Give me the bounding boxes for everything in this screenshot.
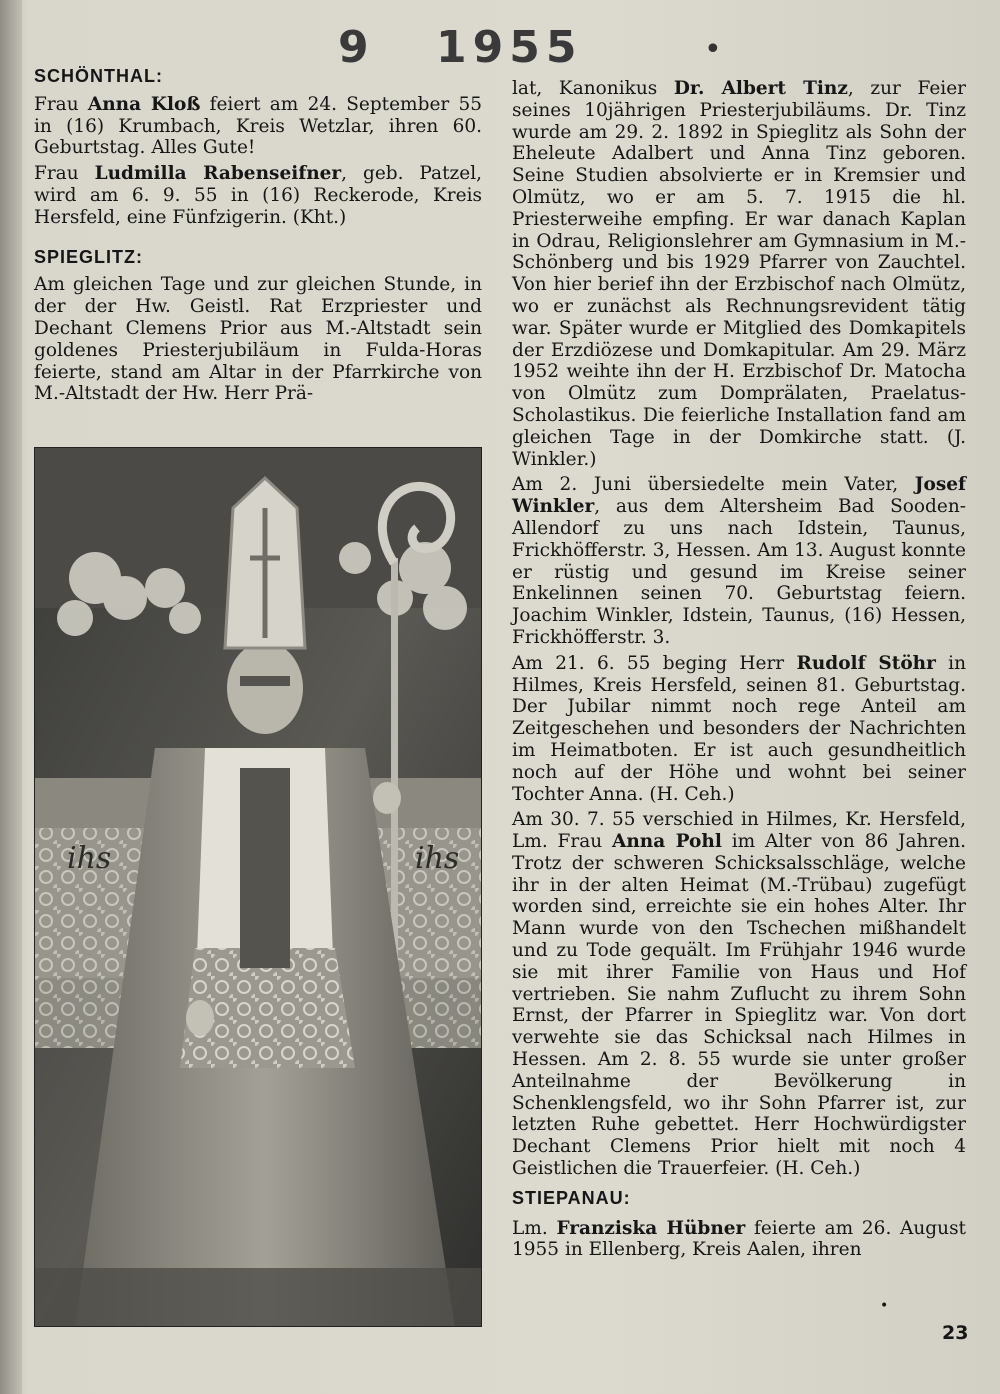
text-segment: Lm. (512, 1217, 557, 1239)
news-item-rabenseifner (34, 163, 482, 228)
section-heading-spieglitz: SPIEGLITZ: (34, 246, 143, 267)
page-binding-shadow (0, 0, 22, 1394)
altar-step (35, 1268, 482, 1327)
news-item-tinz-continued (512, 78, 966, 470)
face (227, 642, 303, 734)
right-column (512, 78, 966, 1265)
page-number: 23 (942, 1322, 969, 1344)
text-segment: im Alter von 86 Jahren. Trotz der schweren Schicksalsschläge, welche ihr in der alten Heimat (M.-Trübau) zugefügt worden sind, erreichte sie ein hohes Alter. Ihr Mann wurde von den Tschechen mißhandelt und zu Tode gequält. Im Frühjahr 1946 wurde sie mit ihrer Familie von Haus und Hof vertrieben. Sie nahm Zuflucht zu ihrem Sohn Ernst, der Pfarrer in Spieglitz war. Von dort verwehte sie das Schicksal nach Hilmes in Hessen. Am 2. 8. 55 wurde sie unter großer Anteilnahme der Bevölkerung in Schenklengsfeld, wo ihr Sohn Pfarrer ist, zur letzten Ruhe gebettet. Herr Hochwürdigster Dechant Clemens Prior hielt mit noch 4 Geistlichen die Trauerfeier. (H. Ceh.) (512, 831, 966, 1180)
section-heading-schoenthal: SCHÖNTHAL: (34, 66, 163, 86)
news-item-pohl (512, 809, 966, 1180)
text-segment: Frau (34, 93, 88, 115)
glasses (240, 676, 290, 686)
ihs-monogram-left: ihs (67, 841, 112, 876)
news-item-huebner (512, 1218, 966, 1262)
name-highlight: Ludmilla Rabenseifner (94, 163, 342, 185)
text-segment: feiert am 24. September 55 in (16) Krumbach, Kreis Wetzlar, ihren 60. Geburtstag. Alles Gute! (34, 93, 482, 159)
news-item-stoehr (512, 653, 966, 806)
small-dot: • (880, 1298, 889, 1314)
right-hand (373, 782, 401, 814)
text-segment: , aus dem Altersheim Bad Sooden-Allendorf zu uns nach Idstein, Taunus, Frickhöfferstr. 3, Hessen. Am 13. August konnte er rüstig und gesund im Kreise seiner Enkelinnen seinen 70. Geburtstag feiern. Joachim Winkler, Idstein, Taunus, (16) Hessen, Frickhöfferstr. 3. (512, 496, 966, 648)
text-segment: Am gleichen Tage und zur gleichen Stunde, in der der Hw. Geistl. Rat Erzpriester und Dechant Clemens Prior aus M.-Altstadt sein goldenes Priesterjubiläum in Fulda-Horas feierte, stand am Altar in der Pfarrkirche von M.-Altstadt der Hw. Herr Prä- (34, 274, 482, 405)
text-segment: Am 21. 6. 55 beging Herr (512, 652, 797, 674)
name-highlight: Anna Kloß (87, 93, 201, 115)
section-heading-stiepanau: STIEPANAU: (512, 1187, 631, 1208)
left-column (34, 66, 482, 409)
text-segment: feierte am 26. August 1955 in Ellenberg, Kreis Aalen, ihren (512, 1217, 966, 1261)
name-highlight: Anna Pohl (612, 831, 722, 853)
cassock-front (240, 768, 290, 968)
bishop-photo-illustration (35, 448, 482, 1327)
news-item-winkler (512, 474, 966, 648)
name-highlight: Rudolf Stöhr (796, 652, 936, 674)
issue-year: 1955 (436, 22, 583, 73)
issue-number: 9 (338, 22, 375, 73)
ihs-monogram-right: ihs (415, 841, 460, 876)
news-item-kloss (34, 94, 482, 159)
text-segment: lat, Kanonikus (512, 78, 674, 99)
header-dot: • (704, 32, 722, 67)
bishop-photo (34, 447, 482, 1327)
text-segment: , geb. Patzel, wird am 6. 9. 55 in (16) Reckerode, Kreis Hersfeld, eine Fünfzigerin. (Kht.) (34, 163, 482, 228)
text-segment: , zur Feier seines 10jährigen Priesterjubiläums. Dr. Tinz wurde am 29. 2. 1892 in Spieglitz als Sohn der Eheleute Adalbert und Anna Tinz geboren. Seine Studien absolvierte er in Kremsier und Olmütz, wo er am 5. 7. 1915 die hl. Priesterweihe empfing. Er war danach Kaplan in Odrau, Religionslehrer am Gymnasium in M.-Schönberg und bis 1929 Pfarrer von Zauchtel. Von hier berief ihn der Erzbischof nach Olmütz, wo er zunächst als Rechnungsrevident tätig war. Später wurde er Mitglied des Domkapitels der Erzdiözese und Domkapitular. Am 29. März 1952 weihte ihn der H. Erzbischof Dr. Matocha von Olmütz zum Domprälaten, Praelatus-Scholastikus. Die feierliche Installation fand am gleichen Tage in der Domkirche statt. (J. Winkler.) (512, 78, 966, 470)
left-hand (186, 1000, 214, 1036)
text-segment: Frau (34, 163, 95, 185)
name-highlight: Dr. Albert Tinz (673, 78, 848, 99)
text-segment: in Hilmes, Kreis Hersfeld, seinen 81. Geburtstag. Der Jubilar nimmt noch rege Anteil am Zeitgeschehen und besonders der Nachrichten im Heimatboten. Er ist auch gesundheitlich noch auf der Höhe und wohnt bei seiner Tochter Anna. (H. Ceh.) (512, 652, 967, 805)
text-segment: Am 2. Juni übersiedelte mein Vater, (512, 474, 915, 496)
name-highlight: Franziska Hübner (556, 1217, 746, 1239)
name-highlight: Josef Winkler (512, 474, 966, 518)
text-segment: Am 30. 7. 55 verschied in Hilmes, Kr. Hersfeld, Lm. Frau (512, 809, 966, 853)
news-item-tinz-start (34, 274, 482, 405)
